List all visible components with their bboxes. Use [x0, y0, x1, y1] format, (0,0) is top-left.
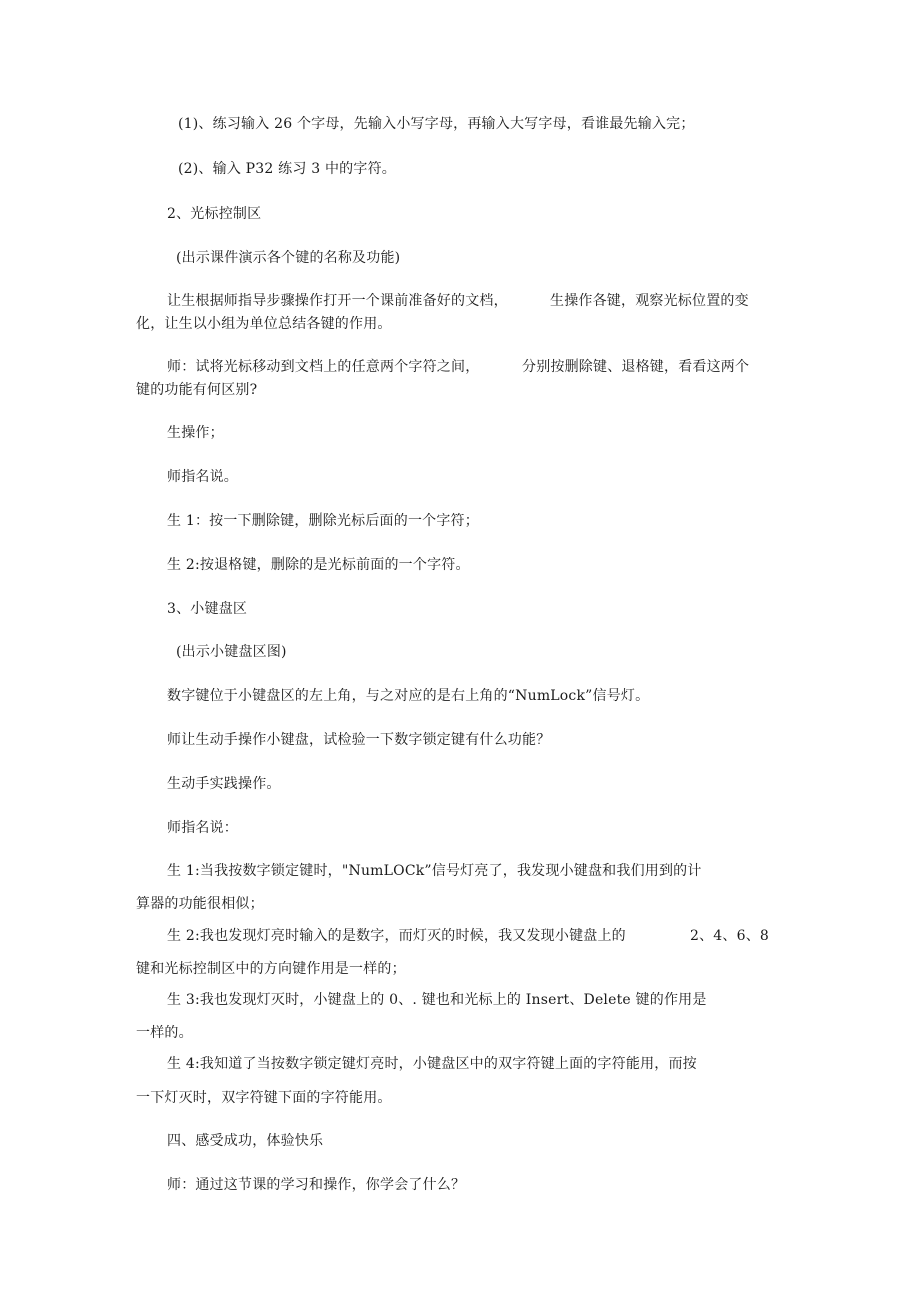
- section-heading: 2、光标控制区: [167, 206, 262, 222]
- section-heading: 四、感受成功，体验快乐: [167, 1133, 324, 1149]
- text-line: 生动手实践操作。: [167, 776, 281, 792]
- text-line: 师：试将光标移动到文档上的任意两个字符之间，: [167, 359, 480, 375]
- text-line: 师指名说：: [167, 820, 238, 836]
- text-line: 师指名说。: [167, 469, 238, 485]
- text-line: 键的功能有何区别?: [136, 382, 258, 398]
- text-line: 2、4、6、8: [690, 928, 770, 944]
- text-line: 一下灯灭时，双字符键下面的字符能用。: [136, 1090, 392, 1106]
- text-line: 生 2:我也发现灯亮时输入的是数字，而灯灭的时候，我又发现小键盘上的: [167, 928, 626, 944]
- text-line: 数字键位于小键盘区的左上角，与之对应的是右上角的“NumLock”信号灯。: [167, 688, 650, 704]
- text-line: (2)、输入 P32 练习 3 中的字符。: [178, 161, 396, 177]
- text-line: 生操作各键，观察光标位置的变: [550, 293, 749, 309]
- text-line: (出示课件演示各个键的名称及功能): [176, 250, 401, 266]
- text-line: 算器的功能很相似；: [136, 896, 264, 912]
- text-line: 让生根据师指导步骤操作打开一个课前准备好的文档，: [167, 293, 508, 309]
- text-line: 化，让生以小组为单位总结各键的作用。: [136, 316, 392, 332]
- text-line: 师让生动手操作小键盘，试检验一下数字锁定键有什么功能？: [167, 732, 551, 748]
- text-line: 键和光标控制区中的方向键作用是一样的；: [136, 961, 406, 977]
- section-heading: 3、小键盘区: [167, 601, 248, 617]
- text-line: (出示小键盘区图): [176, 644, 287, 660]
- text-line: 分别按删除键、退格键，看看这两个: [522, 359, 750, 375]
- text-line: 生 4:我知道了当按数字锁定键灯亮时，小键盘区中的双字符键上面的字符能用，而按: [167, 1056, 697, 1072]
- text-line: 生 1：按一下删除键，删除光标后面的一个字符；: [167, 513, 479, 529]
- text-line: 生 3:我也发现灯灭时，小键盘上的 0、. 键也和光标上的 Insert、Delete 键的作用是: [167, 992, 707, 1008]
- text-line: 生 2:按退格键，删除的是光标前面的一个字符。: [167, 557, 470, 573]
- text-line: 生操作；: [167, 425, 224, 441]
- text-line: 生 1:当我按数字锁定键时，"NumLOCk”信号灯亮了，我发现小键盘和我们用到的计: [167, 863, 702, 879]
- text-line: 一样的。: [136, 1025, 193, 1041]
- text-line: 师：通过这节课的学习和操作，你学会了什么？: [167, 1177, 466, 1193]
- text-line: (1)、练习输入 26 个字母，先输入小写字母，再输入大写字母，看谁最先输入完；: [178, 116, 695, 132]
